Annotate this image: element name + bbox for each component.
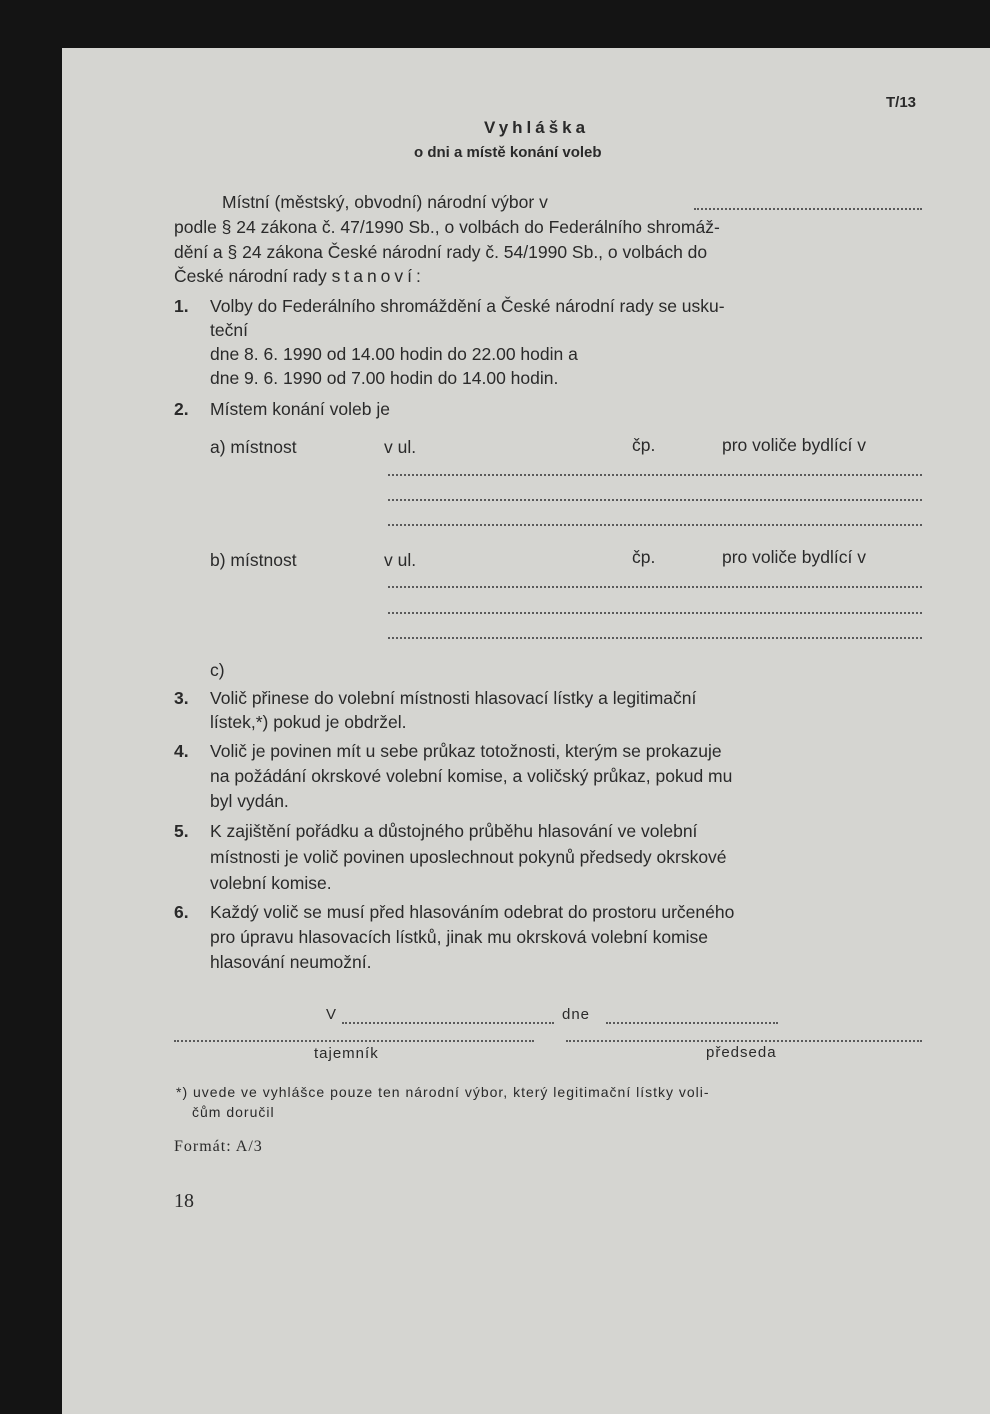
room-a-fill-line-1 <box>388 474 922 476</box>
room-b-cp-label: čp. <box>632 547 656 567</box>
room-b-fill-line-3 <box>388 637 922 639</box>
item-5-number: 5. <box>174 821 189 841</box>
document-subtitle: o dni a místě konání voleb <box>414 144 602 161</box>
intro-line-4 <box>174 266 425 287</box>
room-a-cp-label: čp. <box>632 435 656 455</box>
item-6-line-2: pro úpravu hlasovacích lístků, jinak mu okrsková volební komise <box>210 927 709 947</box>
document-page <box>62 48 990 1414</box>
room-c-label: c) <box>210 660 225 680</box>
room-b-fill-line-1 <box>388 586 922 588</box>
intro-line-4-start: České národní rady <box>174 266 327 286</box>
room-b-fill-line-2 <box>388 612 922 614</box>
place-fill-line <box>342 1022 554 1024</box>
item-4-line-1: Volič je povinen mít u sebe průkaz totožnosti, kterým se prokazuje <box>210 741 722 761</box>
room-b-street-label: v ul. <box>384 550 417 570</box>
intro-emphasis: stanoví: <box>331 266 425 286</box>
chairman-label: předseda <box>706 1044 777 1061</box>
item-3-number: 3. <box>174 688 189 708</box>
intro-line-1: Místní (městský, obvodní) národní výbor v <box>222 192 548 212</box>
item-6-line-1: Každý volič se musí před hlasováním odebrat do prostoru určeného <box>210 902 735 922</box>
footnote-line-1: *) uvede ve vyhlášce pouze ten národní výbor, který legitimační lístky voli- <box>176 1084 710 1100</box>
item-3-line-1: Volič přinese do volební místnosti hlasovací lístky a legitimační <box>210 688 697 708</box>
secretary-signature-line <box>174 1040 534 1042</box>
room-a-street-label: v ul. <box>384 437 417 457</box>
room-b-voters-label: pro voliče bydlící v <box>722 547 866 567</box>
page-number: 18 <box>174 1190 194 1212</box>
item-3-line-2: lístek,*) pokud je obdržel. <box>210 712 407 732</box>
item-2-number: 2. <box>174 399 189 419</box>
item-1-number: 1. <box>174 296 189 316</box>
document-title: Vyhláška <box>484 118 590 137</box>
room-a-label: a) místnost <box>210 437 297 457</box>
item-1-date-1: dne 8. 6. 1990 od 14.00 hodin do 22.00 hodin a <box>210 344 578 364</box>
form-code: T/13 <box>886 94 917 111</box>
item-1-line-1: Volby do Federálního shromáždění a České národní rady se usku- <box>210 296 725 316</box>
intro-line-3: dění a § 24 zákona České národní rady č. 54/1990 Sb., o volbách do <box>174 242 708 262</box>
place-label: V <box>326 1006 338 1023</box>
paper-format: Formát: A/3 <box>174 1138 263 1155</box>
chairman-signature-line <box>566 1040 922 1042</box>
item-4-line-2: na požádání okrskové volební komise, a voličský průkaz, pokud mu <box>210 766 733 786</box>
room-b-label: b) místnost <box>210 550 297 570</box>
item-4-line-3: byl vydán. <box>210 791 289 811</box>
room-a-fill-line-3 <box>388 524 922 526</box>
item-5-line-1: K zajištění pořádku a důstojného průběhu hlasování ve volební <box>210 821 698 841</box>
item-6-line-3: hlasování neumožní. <box>210 952 372 972</box>
item-5-line-2: místnosti je volič povinen uposlechnout pokynů předsedy okrskové <box>210 847 727 867</box>
item-2-text: Místem konání voleb je <box>210 399 390 419</box>
date-fill-line <box>606 1022 778 1024</box>
item-4-number: 4. <box>174 741 189 761</box>
item-6-number: 6. <box>174 902 189 922</box>
item-1-line-2: teční <box>210 320 248 340</box>
room-a-voters-label: pro voliče bydlící v <box>722 435 866 455</box>
item-5-line-3: volební komise. <box>210 873 332 893</box>
date-label: dne <box>562 1006 591 1023</box>
footnote-line-2: čům doručil <box>192 1104 275 1120</box>
intro-line-2: podle § 24 zákona č. 47/1990 Sb., o volbách do Federálního shromáž- <box>174 217 720 237</box>
item-1-date-2: dne 9. 6. 1990 od 7.00 hodin do 14.00 hodin. <box>210 368 559 388</box>
municipality-fill-line <box>694 208 922 210</box>
room-a-fill-line-2 <box>388 499 922 501</box>
secretary-label: tajemník <box>314 1045 379 1062</box>
